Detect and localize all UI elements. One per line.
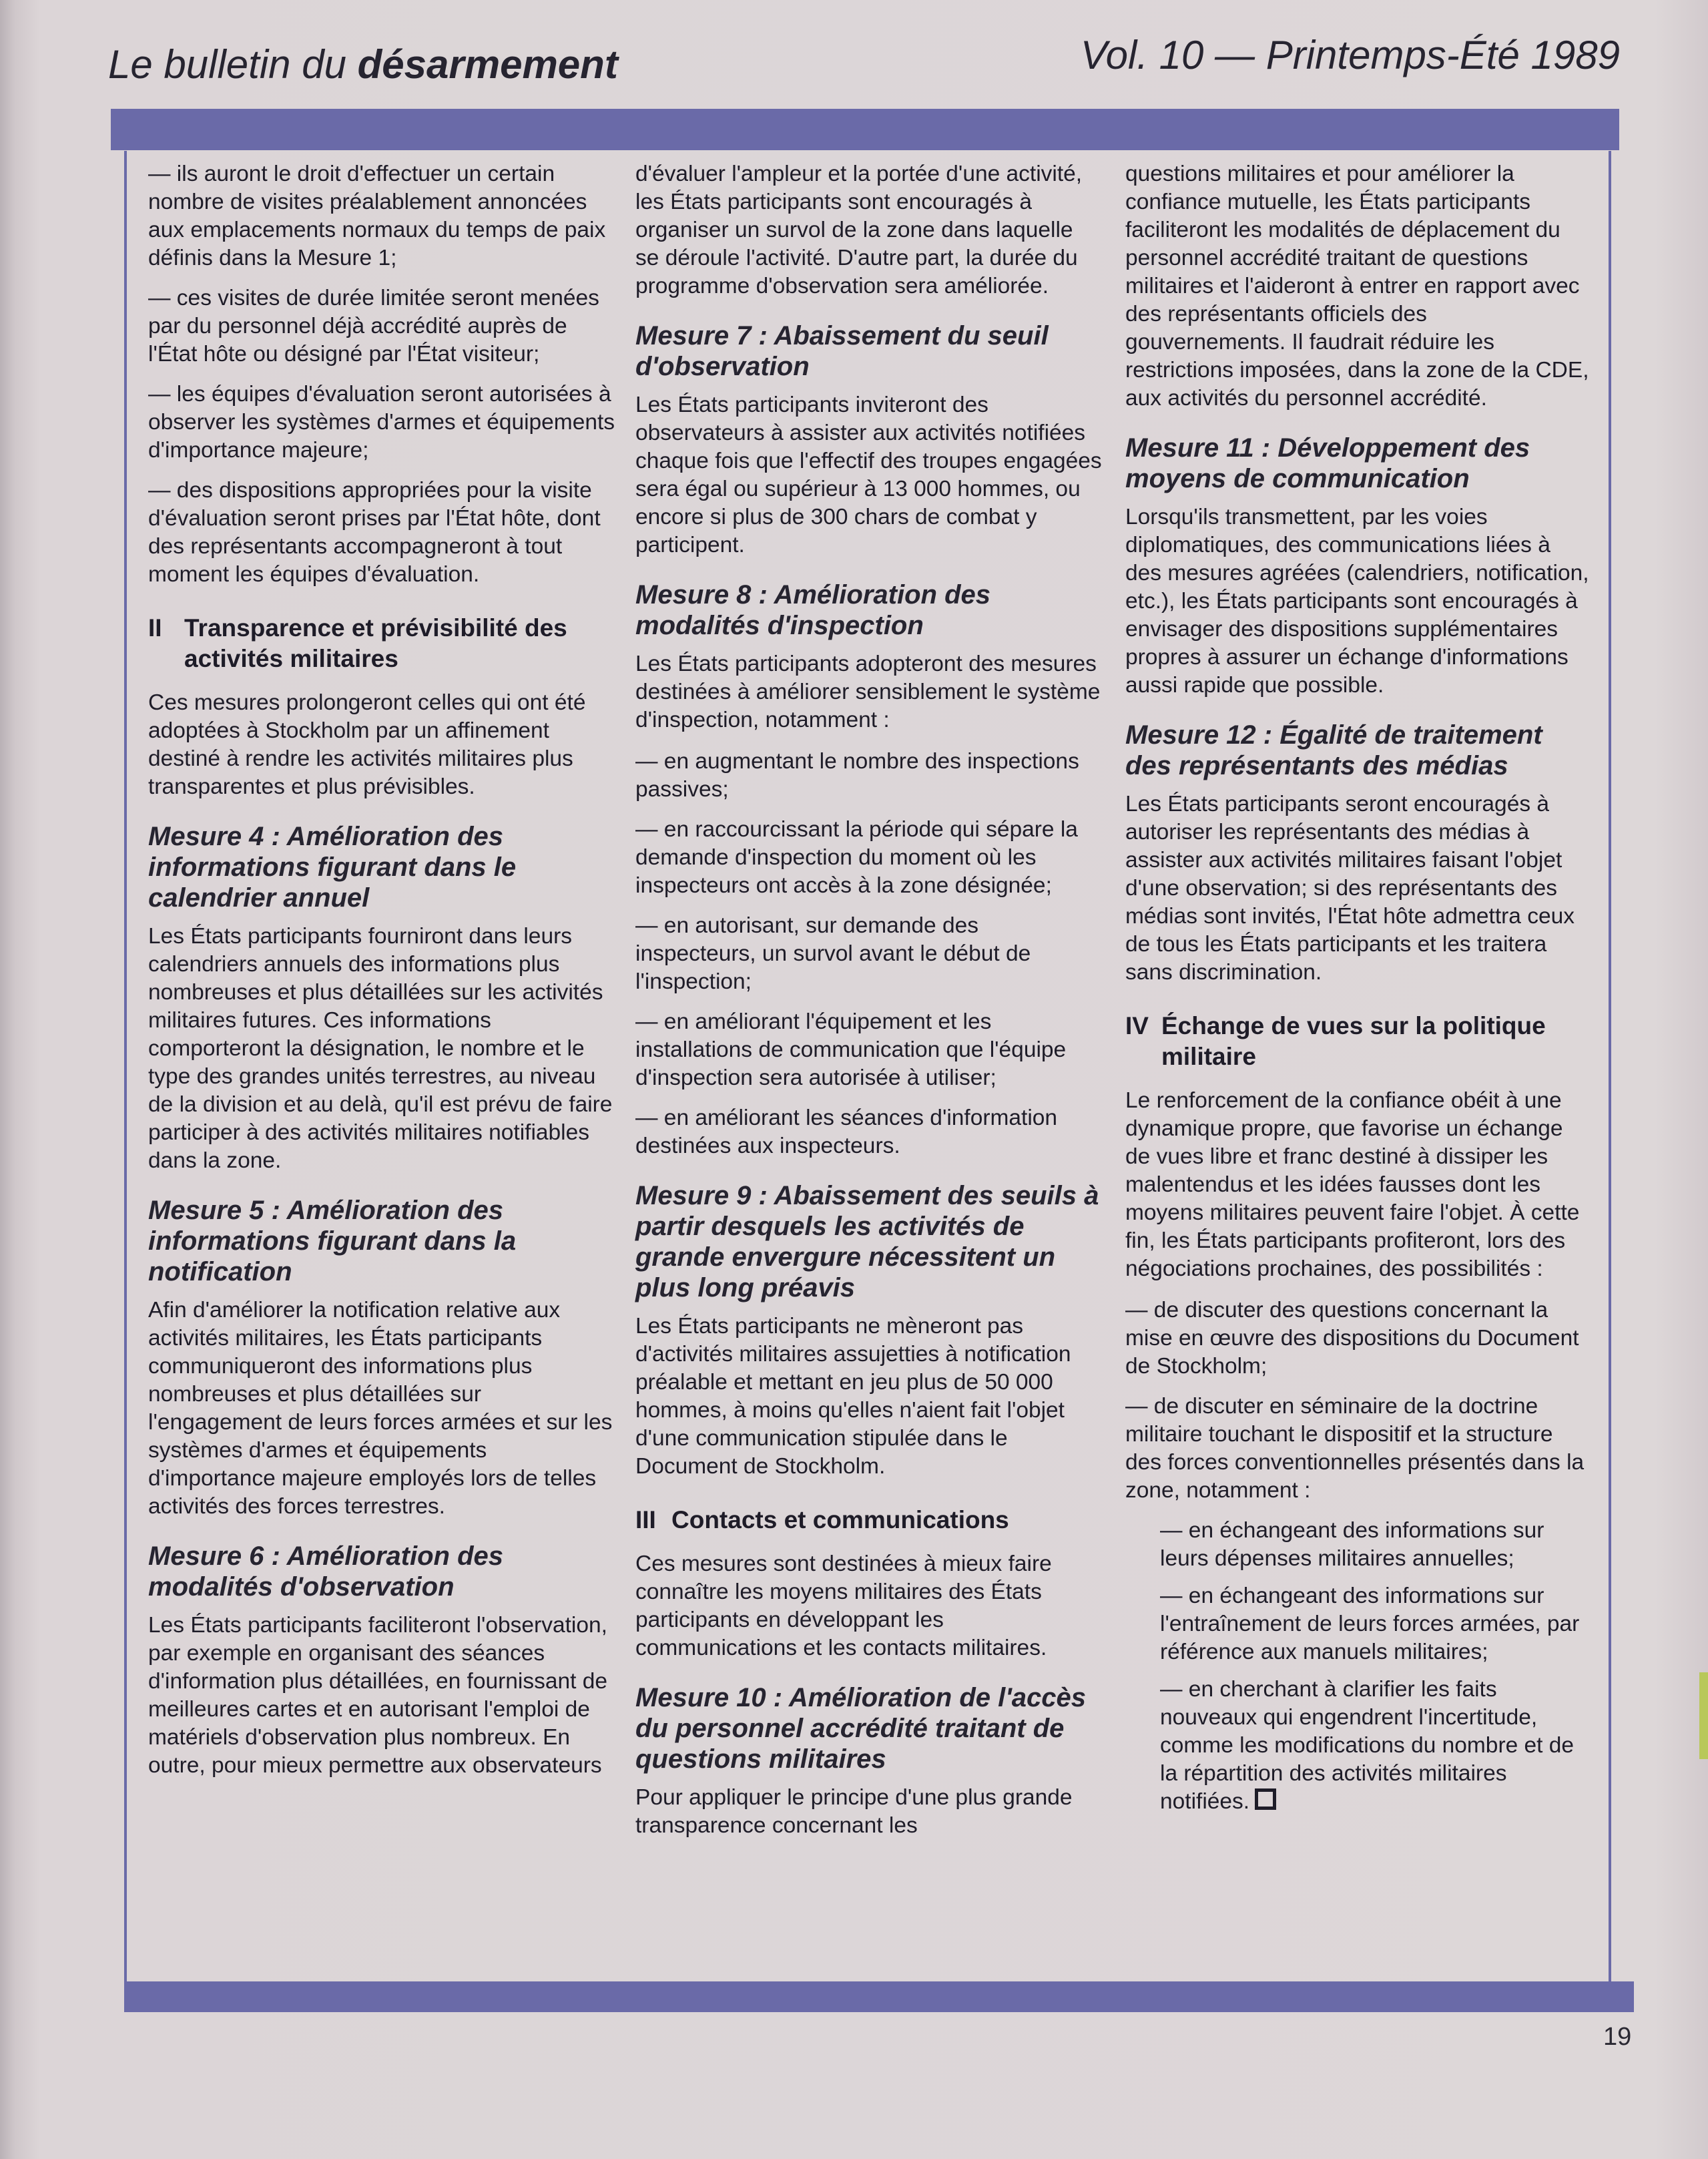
mesure-4-heading: Mesure 4 : Amélioration des informations figurant dans le calendrier annuel [148, 822, 517, 913]
column-1 [148, 160, 615, 1793]
mesure-7-heading: Mesure 7 : Abaissement du seuil d'observation [635, 321, 1049, 381]
mesure-12-text: Les États participants seront encouragés à autoriser les représentants des médias à assister aux activités militaires faisant l'objet d'une observation; si des représentants des médias sont invités, l'État hôte admettra ceux de tous les États participants et les traitera sans discrimination. [1125, 792, 1575, 985]
mesure-6-heading: Mesure 6 : Amélioration des modalités d'observation [148, 1541, 503, 1602]
dash-item: — ils auront le droit d'effectuer un certain nombre de visites préalablement annoncées aux emplacements normaux du temps de paix définis dans la Mesure 1; [148, 162, 606, 270]
mesure-7-text: Les États participants inviteront des observateurs à assister aux activités notifiées chaque fois que l'effectif des troupes engagées sera égal ou supérieur à 13 000 hommes, ou encore si plus de 300 chars de combat y participent. [635, 393, 1102, 557]
mesure-10-continued: questions militaires et pour améliorer la confiance mutuelle, les États participants faciliteront les modalités de déplacement du personnel accrédité traitant de questions militaires et l'aideront à entrer en rapport avec des représentants officiels des gouvernements. Il faudrait réduire les restrictions imposées, dans la zone de la CDE, aux activités du personnel accrédité. [1125, 162, 1589, 411]
dash-item: — les équipes d'évaluation seront autorisées à observer les systèmes d'armes et équipements d'importance majeure; [148, 382, 615, 463]
section-number: IV [1125, 1012, 1149, 1039]
dash-item: — en raccourcissant la période qui sépare la demande d'inspection du moment où les inspecteurs ont accès à la zone désignée; [635, 817, 1078, 898]
bottom-band [124, 1981, 1634, 2012]
section-number: II [148, 614, 162, 642]
column-3 [1125, 160, 1593, 1825]
publication-title [108, 41, 618, 87]
dash-item: — en autorisant, sur demande des inspecteurs, un survol avant le début de l'inspection; [635, 913, 1031, 994]
mesure-8-heading: Mesure 8 : Amélioration des modalités d'inspection [635, 580, 990, 640]
section-title: Contacts et communications [671, 1506, 1009, 1533]
mesure-9-heading: Mesure 9 : Abaissement des seuils à partir desquels les activités de grande envergure nécessitent un plus long préavis [635, 1181, 1099, 1302]
edge-tab [1699, 1672, 1708, 1759]
column-2 [635, 160, 1103, 1853]
mesure-9-text: Les États participants ne mèneront pas d'activités militaires assujetties à notification préalable et mettant en jeu plus de 50 000 hommes, à moins qu'elles n'aient fait l'objet d'une communication stipulée dans le Document de Stockholm. [635, 1314, 1071, 1479]
sub-dash-item [1160, 1676, 1593, 1816]
section-number: III [635, 1506, 656, 1533]
dash-item: — de discuter des questions concernant la mise en œuvre des dispositions du Document de Stockholm; [1125, 1298, 1579, 1379]
section-title: Transparence et prévisibilité des activités militaires [184, 614, 567, 672]
mesure-6-continued: d'évaluer l'ampleur et la portée d'une activité, les États participants sont encouragés à organiser un survol de la zone dans laquelle se déroule l'activité. D'autre part, la durée du programme d'observation sera améliorée. [635, 162, 1083, 298]
sub-dash-item: — en échangeant des informations sur leurs dépenses militaires annuelles; [1160, 1518, 1544, 1571]
section-4-heading [1125, 1011, 1593, 1072]
publication-title-bold: désarmement [357, 42, 618, 87]
sub-dash-item: — en échangeant des informations sur l'entraînement de leurs forces armées, par référence aux manuels militaires; [1160, 1584, 1580, 1664]
mesure-5-heading: Mesure 5 : Amélioration des informations figurant dans la notification [148, 1196, 517, 1286]
sub-dash-text: — en cherchant à clarifier les faits nouveaux qui engendrent l'incertitude, comme les modifications du nombre et de la répartition des activités militaires notifiées. [1160, 1677, 1575, 1814]
section-2-heading [148, 613, 615, 674]
section-4-intro: Le renforcement de la confiance obéit à une dynamique propre, que favorise un échange de vues libre et franc destiné à dissiper les malentendus et les idées fausses dont les moyens militaires peuvent faire l'objet. À cette fin, les États participants profiteront, lors des négociations prochaines, des possibilités : [1125, 1088, 1580, 1281]
dash-item: — ces visites de durée limitée seront menées par du personnel déjà accrédité auprès de l'État hôte ou désigné par l'État visiteur; [148, 286, 599, 367]
dash-item: — en améliorant l'équipement et les installations de communication que l'équipe d'inspection sera autorisée à utiliser; [635, 1009, 1067, 1090]
mesure-6-text: Les États participants faciliteront l'observation, par exemple en organisant des séances d'information plus détaillées, en fournissant de meilleures cartes et en autorisant l'emploi de matériels d'observation plus nombreux. En outre, pour mieux permettre aux observateurs [148, 1613, 607, 1778]
page-number: 19 [1603, 2023, 1632, 2051]
left-rule [124, 151, 127, 1985]
publication-title-prefix: Le bulletin du [108, 42, 346, 87]
mesure-11-heading: Mesure 11 : Développement des moyens de communication [1125, 433, 1530, 493]
mesure-5-text: Afin d'améliorer la notification relative aux activités militaires, les États participants communiqueront des informations plus nombreuses et plus détaillées sur l'engagement de leurs forces armées et sur les systèmes d'armes et équipements d'importance majeure employés lors de telles activités des forces terrestres. [148, 1298, 613, 1519]
section-2-intro: Ces mesures prolongeront celles qui ont été adoptées à Stockholm par un affinement destiné à rendre les activités militaires plus transparentes et plus prévisibles. [148, 690, 586, 799]
section-3-intro: Ces mesures sont destinées à mieux faire connaître les moyens militaires des États participants en développant les communications et les contacts militaires. [635, 1551, 1052, 1660]
mesure-10-text: Pour appliquer le principe d'une plus grande transparence concernant les [635, 1785, 1073, 1838]
dash-item: — en améliorant les séances d'information destinées aux inspecteurs. [635, 1106, 1058, 1158]
end-of-article-mark [1255, 1788, 1276, 1810]
mesure-11-text: Lorsqu'ils transmettent, par les voies diplomatiques, des communications liées à des mesures agréées (calendriers, notification, etc.), les États participants sont encouragés à envisager des dispositions supplémentaires propres à assurer un échange d'informations aussi rapide que possible. [1125, 505, 1589, 698]
section-title: Échange de vues sur la politique militaire [1161, 1012, 1546, 1070]
mesure-4-text: Les États participants fourniront dans leurs calendriers annuels des informations plus nombreuses et plus détaillées sur les activités militaires futures. Ces informations comporteront la désignation, le nombre et le type des grandes unités terrestres, au niveau de la division et au delà, qu'il est prévu de faire participer à des activités militaires notifiables dans la zone. [148, 924, 613, 1173]
top-band [111, 109, 1619, 150]
mesure-8-text: Les États participants adopteront des mesures destinées à améliorer sensiblement le système d'inspection, notamment : [635, 652, 1101, 732]
section-3-heading [635, 1505, 1103, 1535]
mesure-12-heading: Mesure 12 : Égalité de traitement des représentants des médias [1125, 720, 1542, 780]
mesure-10-heading: Mesure 10 : Amélioration de l'accès du personnel accrédité traitant de questions militaires [635, 1683, 1086, 1774]
right-rule [1609, 151, 1611, 1985]
dash-item: — en augmentant le nombre des inspections passives; [635, 749, 1079, 802]
dash-item: — de discuter en séminaire de la doctrine militaire touchant le dispositif et la structure des forces conventionnelles présentés dans la zone, notamment : [1125, 1394, 1585, 1503]
dash-item: — des dispositions appropriées pour la visite d'évaluation seront prises par l'État hôte, dont des représentants accompagneront à tout moment les équipes d'évaluation. [148, 478, 601, 587]
issue-info: Vol. 10 — Printemps-Été 1989 [1080, 33, 1620, 77]
